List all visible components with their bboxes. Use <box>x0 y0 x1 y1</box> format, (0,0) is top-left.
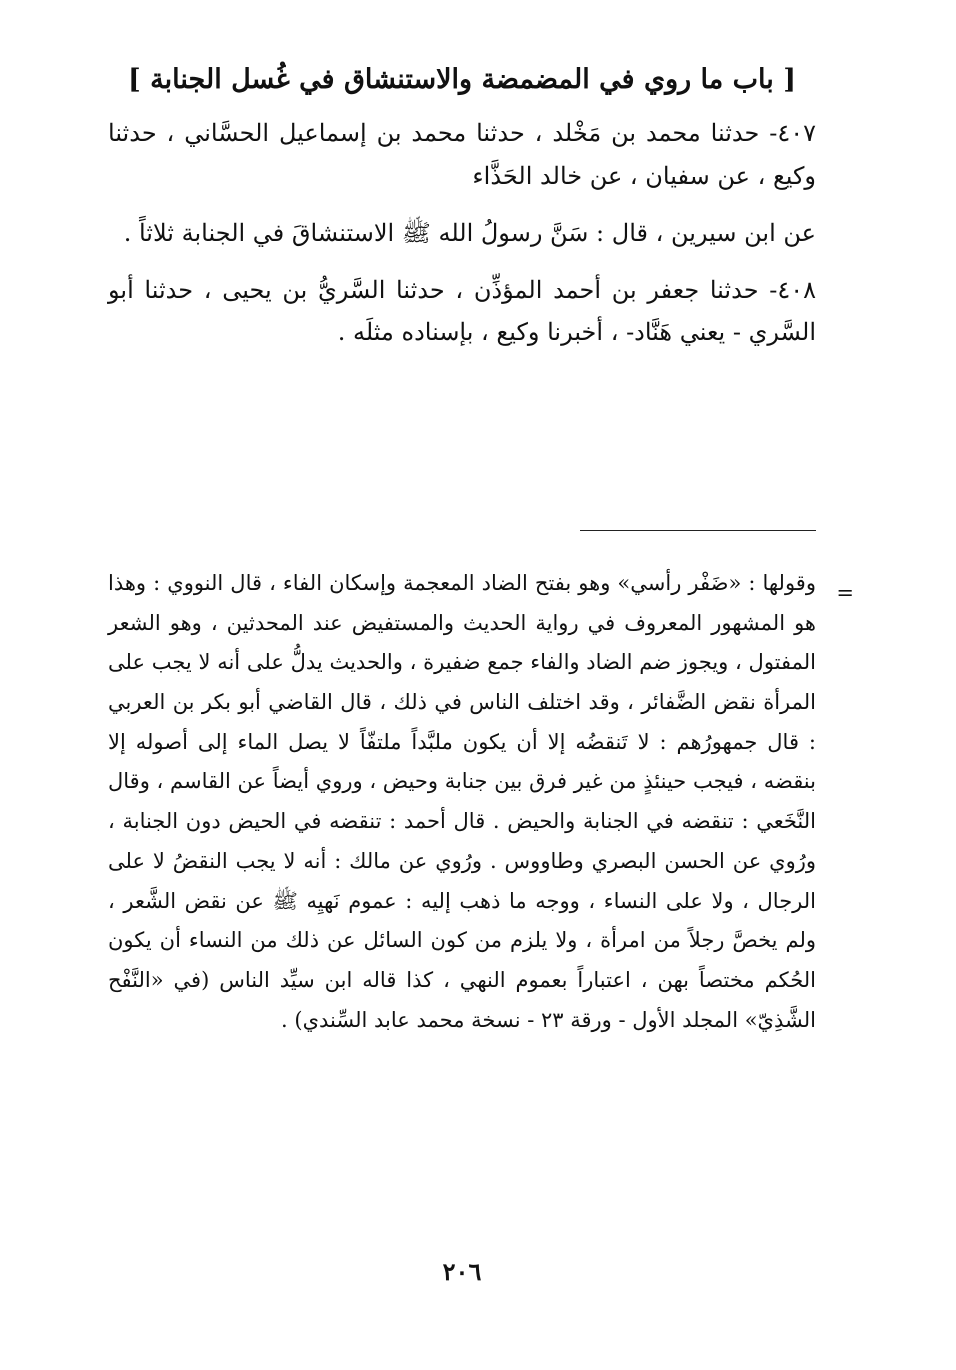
footnote-continuation-mark: = <box>836 581 854 605</box>
hadith-407-isnad: ٤٠٧- حدثنا محمد بن مَخْلد ، حدثنا محمد بن إسماعيل الحسَّاني ، حدثنا وكيع ، عن سفيان ، عن خالد الحَذَّاء <box>108 119 816 191</box>
footnote-separator <box>580 530 816 531</box>
hadith-408: ٤٠٨- حدثنا جعفر بن أحمد المؤذِّن ، حدثنا السَّريُّ بن يحيى ، حدثنا أبو السَّري - يعني هَنَّاد- ، أخبرنا وكيع ، بإسناده مثلَه . <box>108 275 816 347</box>
chapter-title: [ باب ما روي في المضمضة والاستنشاق في غُسل الجنابة ] <box>128 64 796 95</box>
hadith-407-matn: عن ابن سيرين ، قال : سَنَّ رسولُ الله ﷺ الاستنشاقَ في الجنابة ثلاثاً . <box>123 218 816 247</box>
footnote-text: وقولها : «ضَفْر رأسي» وهو بفتح الضاد المعجمة وإسكان الفاء ، قال النووي : وهذا هو المشهور المعروف في رواية الحديث والمستفيض عند المحدثين ، وهو الشعر المفتول ، ويجوز ضم الضاد والفاء جمع ضفيرة ، والحديث يدلُّ على أنه لا يجب على المرأة نقض الضَّفائر ، وقد اختلف الناس في ذلك ، قال القاضي أبو بكر بن العربي : قال جمهورُهم : لا تَنقضُه إلا أن يكون ملبَّداً ملتفّاً لا يصل الماء إلى أصوله إلا بنقضه ، فيجب حينئذٍ من غير فرق بين جنابة وحيض ، وروي أيضاً عن القاسم ، وقال النَّخَعي : تنقضه في الجنابة والحيض . قال أحمد : تنقضه في الحيض دون الجنابة ، ورُوي عن الحسن البصري وطاووس . ورُوي عن مالك : أنه لا يجب النقضُ لا على الرجال ، ولا على النساء ، ووجه ما ذهب إليه : عموم نَهيِه ﷺ عن نقض الشَّعر ، ولم يخصَّ رجلاً من امرأة ، ولا يلزم من كون السائل عن ذلك من النساء أن يكون الحُكم مختصاً بهن ، اعتباراً بعموم النهي ، كذا قاله ابن سيِّد الناس (في «النَّفْح الشَّذِيّ» المجلد الأول - ورقة ٢٣ - نسخة محمد عابد السِّندي) . <box>108 571 816 1032</box>
book-page <box>108 62 854 1322</box>
page-number: ٢٠٦ <box>442 1257 482 1286</box>
